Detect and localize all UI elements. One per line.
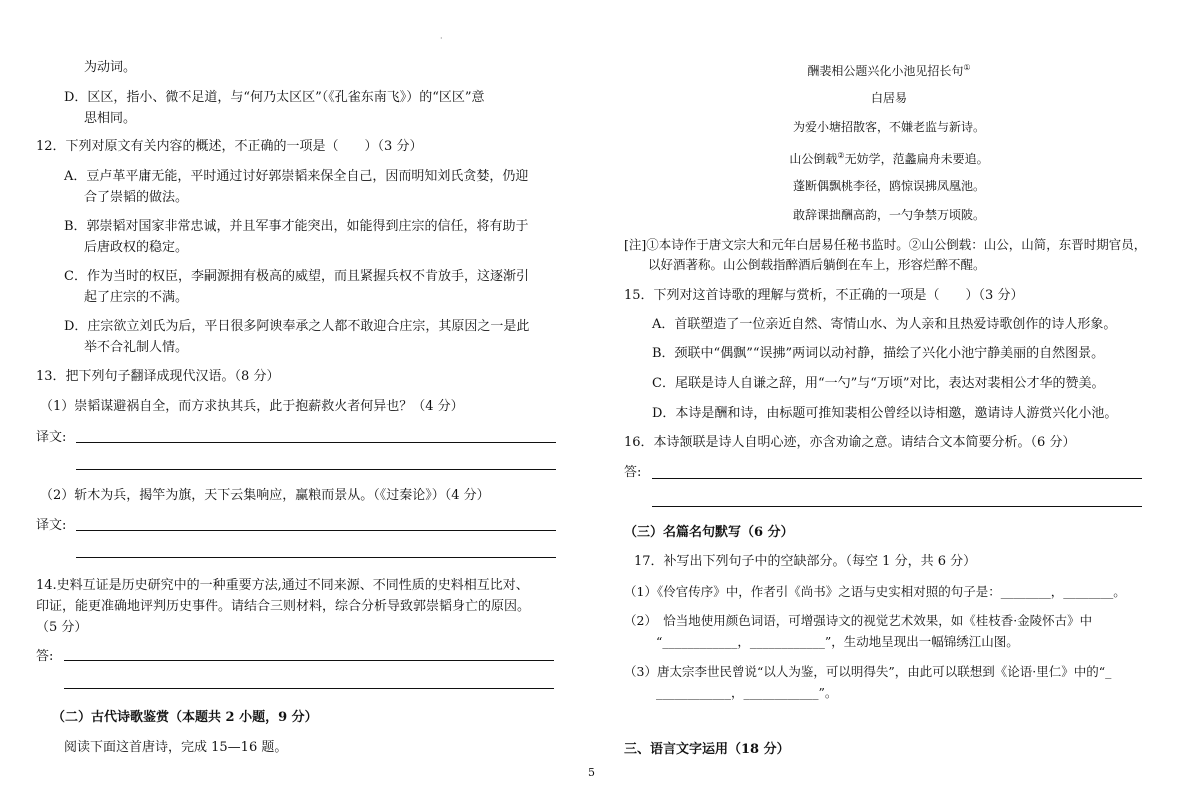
question-14: 14.史料互证是历史研究中的一种重要方法,通过不同来源、不同性质的史料相互比对、 xyxy=(36,578,529,593)
section-heading-dictation: （三）名篇名句默写（6 分） xyxy=(624,525,794,540)
answer-line[interactable] xyxy=(64,688,554,689)
top-mark: · xyxy=(440,34,443,43)
question-13: 13．把下列句子翻译成现代汉语。（8 分） xyxy=(36,369,280,384)
answer-line[interactable] xyxy=(76,557,556,558)
question-13-1: （1）崇韬谋避祸自全，而方求执其兵，此于抱薪救火者何异也？（4 分） xyxy=(40,399,464,414)
footnote-mark: ② xyxy=(837,151,845,160)
question-17: 17．补写出下列句子中的空缺部分。（每空 1 分，共 6 分） xyxy=(634,554,977,569)
question-15: 15．下列对这首诗歌的理解与赏析，不正确的一项是（ ）（3 分） xyxy=(624,288,1024,303)
option-c-12: C．作为当时的权臣，李嗣源拥有极高的威望，而且紧握兵权不肯放手，这逐渐引 xyxy=(64,269,529,284)
text-line: 起了庄宗的不满。 xyxy=(84,290,189,305)
text-line: 举不合礼制人情。 xyxy=(84,340,189,355)
question-17-1: （1）《伶官传序》中，作者引《尚书》之语与史实相对照的句子是：________，________。 xyxy=(624,584,1126,599)
answer-label: 译文: xyxy=(36,430,67,445)
poem-title: 酬裴相公题兴化小池见招长句① xyxy=(807,63,971,78)
answer-label: 答: xyxy=(36,649,54,664)
text-line: ____________，____________”。 xyxy=(656,685,838,700)
answer-line[interactable] xyxy=(76,530,556,531)
answer-line[interactable] xyxy=(76,469,556,470)
option-b-12: B．郭崇韬对国家非常忠诚，并且军事才能突出，如能得到庄宗的信任，将有助于 xyxy=(64,219,529,234)
text-line: 阅读下面这首唐诗，完成 15—16 题。 xyxy=(64,740,288,755)
option-d-15: D．本诗是酬和诗，由标题可推知裴相公曾经以诗相邀，邀请诗人游赏兴化小池。 xyxy=(652,406,1118,421)
option-b-15: B．颈联中“偶飘”“误拂”两词以动衬静，描绘了兴化小池宁静美丽的自然图景。 xyxy=(652,346,1105,361)
text-line: 印证，能更准确地评判历史事件。请结合三则材料，综合分析导致郭崇韬身亡的原因。 xyxy=(36,599,531,614)
answer-line[interactable] xyxy=(652,478,1142,479)
option-c-15: C．尾联是诗人自谦之辞，用“一勺”与“万顷”对比，表达对裴相公才华的赞美。 xyxy=(652,376,1105,391)
text-line: 为动词。 xyxy=(84,60,137,75)
option-d-11: D．区区，指小、微不足道，与“何乃太区区”（《孔雀东南飞》）的“区区”意 xyxy=(64,90,485,105)
poem-line: 山公倒载②无妨学，范蠡扁舟未要追。 xyxy=(789,151,989,166)
answer-label: 答: xyxy=(624,465,642,480)
poem-line: 敢辞课拙酬高韵，一勺争禁万顷陂。 xyxy=(792,208,985,222)
answer-line[interactable] xyxy=(652,506,1142,507)
answer-line[interactable] xyxy=(64,660,554,661)
text-line: 思相同。 xyxy=(84,111,137,126)
text-line: “____________，____________”，生动地呈现出一幅锦绣江山图。 xyxy=(656,634,1019,649)
text-line: 后唐政权的稳定。 xyxy=(84,240,189,255)
section-heading-poetry: （二）古代诗歌鉴赏（本题共 2 小题，9 分） xyxy=(52,710,318,725)
question-17-3: （3）唐太宗李世民曾说“以人为鉴，可以明得失”，由此可以联想到《论语·里仁》中的“_ xyxy=(624,664,1112,679)
footnote-mark: ① xyxy=(963,63,971,72)
option-a-12: A．豆卢革平庸无能，平时通过讨好郭崇韬来保全自己，因而明知刘氏贪婪，仍迎 xyxy=(64,169,529,184)
answer-label: 译文: xyxy=(36,518,67,533)
answer-line[interactable] xyxy=(76,442,556,443)
option-a-15: A．首联塑造了一位亲近自然、寄情山水、为人亲和且热爱诗歌创作的诗人形象。 xyxy=(652,317,1117,332)
poem-line: 为爱小塘招散客，不嫌老监与新诗。 xyxy=(792,120,985,134)
text-line: （5 分） xyxy=(36,620,88,635)
poem-line: 蓬断偶飘桃李径，鸥惊误拂凤凰池。 xyxy=(792,179,985,193)
page-number: 5 xyxy=(588,766,595,779)
question-12: 12．下列对原文有关内容的概述，不正确的一项是（ ）（3 分） xyxy=(36,139,423,154)
poem-author: 白居易 xyxy=(870,91,907,105)
section-heading-language: 三、语言文字运用（18 分） xyxy=(624,742,790,757)
question-17-2: （2） 恰当地使用颜色词语，可增强诗文的视觉艺术效果，如《桂枝香·金陵怀古》中 xyxy=(624,613,1093,628)
question-16: 16．本诗颔联是诗人自明心迹，亦含劝谕之意。请结合文本简要分析。（6 分） xyxy=(624,435,1076,450)
option-d-12: D．庄宗欲立刘氏为后，平日很多阿谀奉承之人都不敢迎合庄宗，其原因之一是此 xyxy=(64,319,530,334)
annotation: [注]①本诗作于唐文宗大和元年白居易任秘书监时。②山公倒载：山公，山简，东晋时期官员， xyxy=(624,237,1147,252)
annotation: 以好酒著称。山公倒载指醉酒后躺倒在车上，形容烂醉不醒。 xyxy=(648,257,986,272)
text-line: 合了崇韬的做法。 xyxy=(84,190,189,205)
question-13-2: （2）斩木为兵，揭竿为旗，天下云集响应，赢粮而景从。（《过秦论》）（4 分） xyxy=(40,488,490,503)
